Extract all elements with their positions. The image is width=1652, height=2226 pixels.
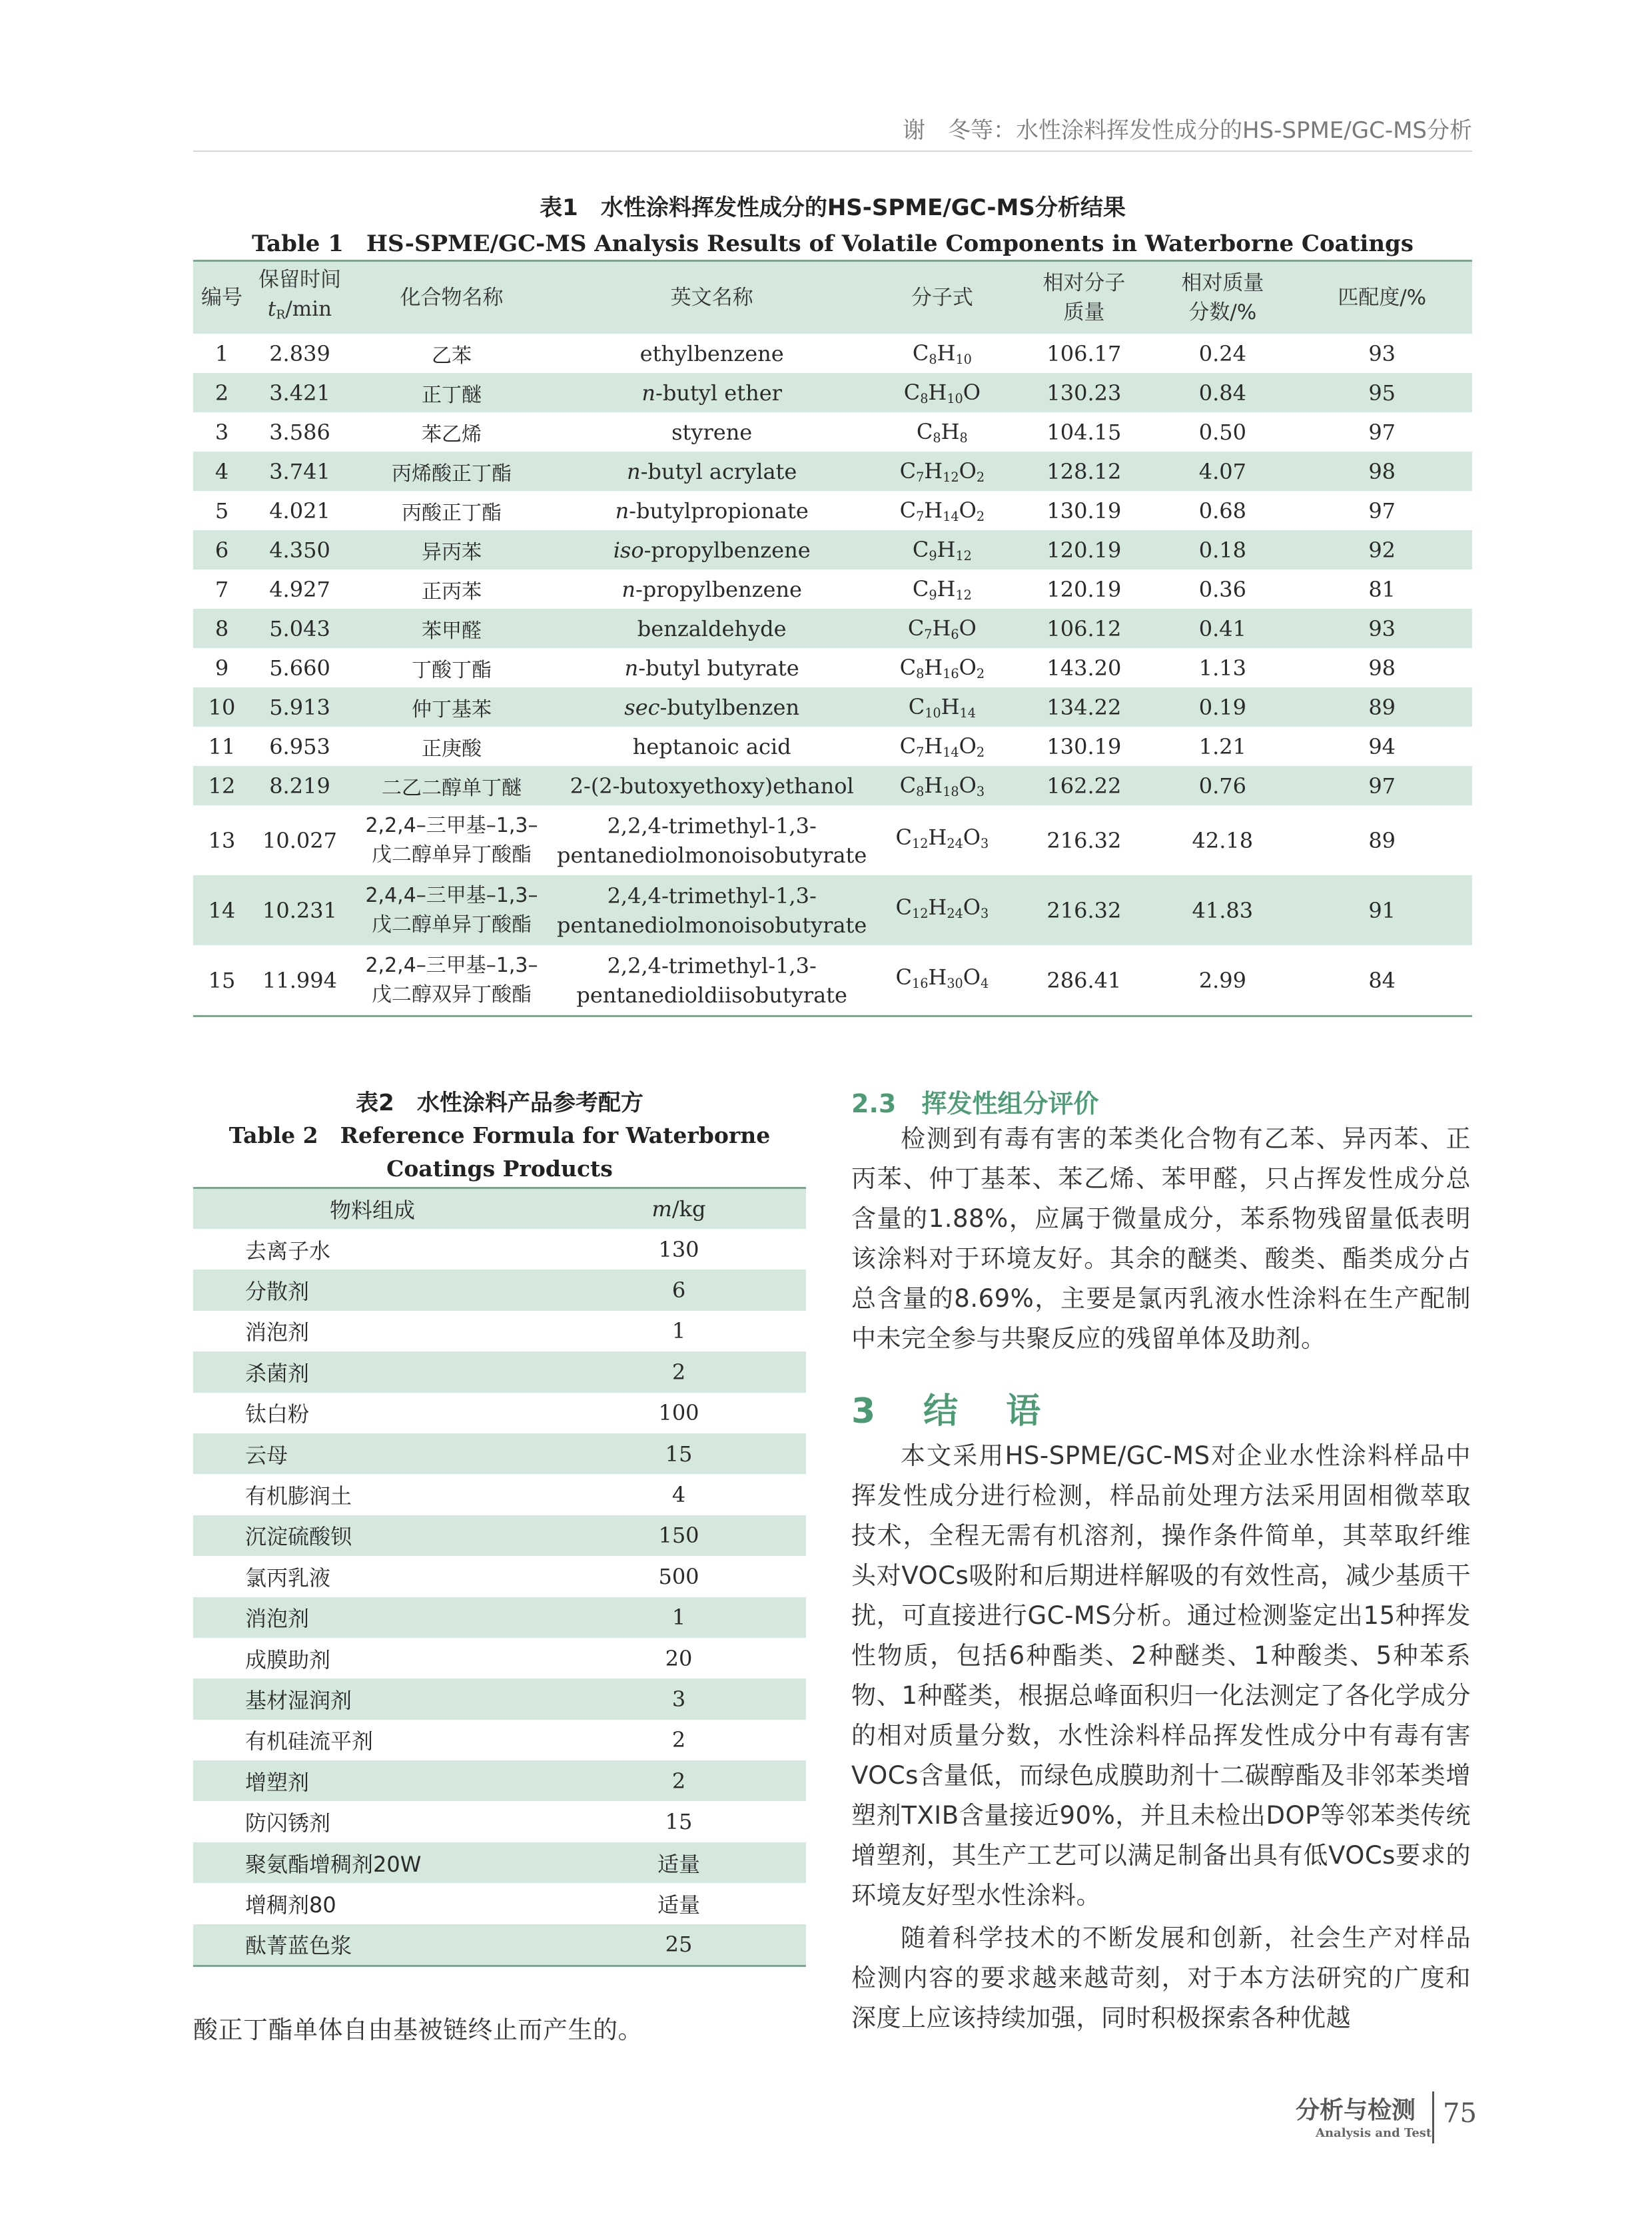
page-number: 75 [1443,2098,1477,2129]
cell-name-en [554,373,869,412]
cell-material: 聚氨酯增稠剂20W [193,1842,552,1883]
cell-mass: 15 [552,1433,806,1474]
table2-row [193,1474,806,1515]
name-en-text: -butyl acrylate [640,458,797,484]
cell-mw: 128.12 [1015,452,1153,491]
footer-divider [1432,2091,1434,2143]
cell-retention-time: 4.927 [269,576,330,602]
cell-formula: $C_7H_{12}O_2$ [869,452,1015,491]
name-en-line [557,911,867,940]
header-match: 匹配度/% [1292,261,1472,334]
cell-retention-time: 5.913 [250,687,349,727]
cell-mw: 120.19 [1046,576,1122,602]
name-en-text: pentanediolmonoisobutyrate [557,842,867,868]
cell-mass-fraction: 0.18 [1153,530,1292,569]
table2-row [193,1638,806,1678]
table1-row [193,373,1472,412]
cell-formula: $C_8H_{18}O_3$ [869,766,1015,805]
cell-formula: $C_{12}H_{24}O_3$ [869,875,1015,945]
cell-mw: 130.23 [1015,373,1153,412]
name-cn-line: 仲丁基苯 [412,697,492,721]
name-en-line [557,881,867,911]
table2 [193,1187,806,1967]
cell-mass-fraction: 0.19 [1153,687,1292,727]
header-rt-line1: 保留时间 [258,268,341,292]
cell-match: 93 [1368,340,1396,366]
header-no: 编号 [193,261,250,334]
cell-name-cn [349,727,554,766]
cell-formula: $C_7H_{14}O_2$ [899,733,985,760]
header-rule [193,151,1472,152]
cell-mass: 15 [665,1809,693,1835]
cell-formula: $C_9H_{12}$ [912,575,972,603]
cell-name-cn [349,530,554,569]
cell-retention-time: 8.219 [250,766,349,805]
section-3-paragraph-2: 随着科学技术的不断发展和创新，社会生产对样品检测内容的要求越来越苛刻，对于本方法研究的广度和深度上应该持续加强，同时积极探索各种优越 [851,1924,1471,2032]
cell-mass: 3 [552,1678,806,1719]
cell-match: 92 [1292,530,1472,569]
cell-name-cn [349,805,554,875]
section-2-3-title: 2.3 挥发性组分评价 [851,1089,1099,1118]
table1-row [193,875,1472,945]
table2-caption-en: Table 2 Reference Formula for Waterborne Coatings Products [228,1122,771,1182]
name-en-line [557,811,867,841]
name-cn-line: 戊二醇单异丁酸酯 [372,913,532,936]
cell-match: 89 [1368,827,1396,853]
cell-name-en [554,766,869,805]
cell-match: 91 [1292,875,1472,945]
cell-name-cn [349,334,554,373]
cell-material: 氯丙乳液 [245,1565,331,1591]
cell-mw: 106.12 [1015,609,1153,648]
cell-material: 钛白粉 [245,1401,310,1427]
cell-no: 1 [214,340,229,366]
name-cn-line: 戊二醇双异丁酸酯 [372,982,532,1006]
cell-name-cn [349,609,554,648]
cell-material: 去离子水 [245,1238,331,1264]
cell-match: 97 [1368,419,1396,445]
table2-row [193,1556,806,1597]
name-cn-line: 正丁醚 [422,383,482,407]
name-cn-line: 丁酸丁酯 [412,658,492,682]
cell-mass: 2 [552,1351,806,1392]
name-en-line [557,498,867,524]
table2-row [193,1270,806,1310]
table2-row [193,1924,806,1966]
cell-material: 沉淀硫酸钡 [193,1515,552,1556]
cell-name-cn [349,373,554,412]
table2-row [193,1351,806,1392]
name-en-prefix: iso [613,537,644,563]
journal-name-cn: 分析与检测 [1296,2097,1416,2124]
journal-name-en: Analysis and Test [1316,2126,1432,2140]
cell-name-cn [349,648,554,687]
cell-match: 84 [1292,945,1472,1016]
cell-mw: 216.32 [1015,875,1153,945]
name-cn-line: 丙酸正丁酯 [402,501,502,525]
cell-material: 增塑剂 [193,1760,552,1801]
cell-mw: 134.22 [1015,687,1153,727]
cell-mass: 130 [658,1236,699,1262]
cell-name-en [554,609,869,648]
cell-mw: 143.20 [1046,655,1122,681]
cell-mass-fraction: 41.83 [1153,875,1292,945]
cell-material: 基材湿润剂 [193,1678,552,1719]
name-en-line [557,695,867,720]
table1-row [193,609,1472,648]
cell-formula: $C_7H_6O$ [869,609,1015,648]
table1-row [193,530,1472,569]
name-cn-line: 二乙二醇单丁醚 [382,776,522,800]
cell-retention-time: 3.586 [269,419,330,445]
left-column-fragment: 酸正丁酯单体自由基被链终止而产生的。 [193,2016,643,2044]
cell-mw: 286.41 [1015,945,1153,1016]
name-en-text: 2,2,4-trimethyl-1,3- [607,952,817,978]
header-formula: 分子式 [869,261,1015,334]
cell-material: 云母 [193,1433,552,1474]
header-mass-symbol: m [651,1196,672,1222]
cell-match: 81 [1368,576,1396,602]
table2-row [193,1311,806,1351]
table1-row [193,452,1472,491]
cell-material: 消泡剂 [245,1319,310,1345]
name-en-text: 2,4,4-trimethyl-1,3- [607,883,817,909]
cell-material: 分散剂 [193,1270,552,1310]
cell-mass: 100 [658,1400,699,1426]
header-rt-unit: /min [285,297,332,322]
header-mw [1015,261,1153,334]
name-cn-line: 苯乙烯 [422,422,482,446]
name-en-line [557,420,867,445]
cell-no: 9 [214,655,229,681]
section-3-paragraph-1: 本文采用HS-SPME/GC-MS对企业水性涂料样品中挥发性成分进行检测，样品前处理方法采用固相微萃取技术，全程无需有机溶剂，操作条件简单，其萃取纤维头对VOCs吸附和后期进样解吸的有效性高，减少基质干扰，可直接进行GC-MS分析。通过检测鉴定出15种挥发性物质，包括6种酯类、2种醚类、1种酸类、5种苯系物、1种醛类，根据总峰面积归一化法测定了各化学成分的相对质量分数，水性涂料样品挥发性成分中有毒有害VOCs含量低，而绿色成膜助剂十二碳醇酯及非邻苯类增塑剂TXIB含量接近90%，并且未检出DOP等邻苯类传统增塑剂，其生产工艺可以满足制备出具有低VOCs要求的环境友好型水性涂料。 [851,1441,1471,1910]
cell-match: 97 [1368,498,1396,524]
cell-no: 14 [193,875,250,945]
name-cn-line: 正庚酸 [422,737,482,761]
header-rt-symbol: t [267,297,276,322]
cell-formula: $C_8H_8$ [916,418,968,446]
cell-no: 4 [193,452,250,491]
table1-row [193,945,1472,1016]
header-frac-line1: 相对质量 [1181,271,1264,295]
cell-mass: 1 [671,1318,686,1344]
cell-name-cn [349,412,554,452]
cell-match: 93 [1292,609,1472,648]
cell-match: 89 [1292,687,1472,727]
cell-material: 成膜助剂 [245,1647,331,1672]
name-en-text: styrene [671,419,753,445]
header-name-en: 英文名称 [554,261,869,334]
cell-no: 15 [193,945,250,1016]
cell-mass: 1 [552,1597,806,1638]
cell-name-en [554,452,869,491]
name-en-prefix: n [621,576,635,602]
header-mass [552,1188,806,1230]
name-en-text: benzaldehyde [637,615,787,641]
name-en-line [557,380,867,406]
cell-retention-time: 2.839 [269,340,330,366]
table2-row [193,1433,806,1474]
name-en-prefix: sec [624,694,660,720]
cell-mass: 25 [552,1924,806,1966]
cell-retention-time: 6.953 [269,733,330,759]
cell-mass: 20 [665,1645,693,1671]
table2-caption-cn: 表2 水性涂料产品参考配方 [356,1090,643,1116]
cell-formula: $C_8H_{10}$ [912,340,972,367]
cell-name-en [554,491,869,530]
name-cn-line: 乙苯 [432,344,472,368]
cell-no: 3 [214,419,229,445]
name-en-text: pentanediolmonoisobutyrate [557,912,867,938]
name-en-text: pentanedioldiisobutyrate [576,982,847,1008]
cell-name-en [554,945,869,1016]
cell-mass-fraction: 0.24 [1198,340,1246,366]
header-frac-line2: 分数/% [1188,300,1257,324]
cell-material: 杀菌剂 [193,1351,552,1392]
name-en-line [557,951,867,980]
table1-row [193,569,1472,609]
cell-name-en [554,412,869,452]
name-en-line [557,577,867,602]
cell-mass-fraction: 0.36 [1198,576,1246,602]
table1-row [193,334,1472,373]
header-mw-line2: 质量 [1063,300,1105,324]
table1 [193,260,1472,1017]
cell-mass: 150 [552,1515,806,1556]
cell-mass-fraction: 0.41 [1153,609,1292,648]
name-cn-line: 2,4,4–三甲基–1,3– [365,883,538,907]
cell-retention-time: 4.350 [250,530,349,569]
cell-name-en [554,334,869,373]
cell-mw: 120.19 [1015,530,1153,569]
cell-mass-fraction: 0.76 [1153,766,1292,805]
cell-no: 6 [193,530,250,569]
cell-retention-time: 5.660 [269,655,330,681]
cell-mass: 2 [671,1727,686,1753]
cell-name-en [554,805,869,875]
header-mw-line1: 相对分子 [1042,271,1126,295]
cell-mass: 500 [658,1563,699,1589]
cell-no: 7 [214,576,229,602]
cell-no: 12 [193,766,250,805]
cell-mw: 130.19 [1046,498,1122,524]
cell-material: 消泡剂 [193,1597,552,1638]
cell-no: 11 [208,733,236,759]
table2-row [193,1801,806,1842]
cell-formula: $C_{10}H_{14}$ [869,687,1015,727]
name-cn-line: 2,2,4–三甲基–1,3– [365,813,538,837]
table1-row [193,648,1472,687]
header-name-cn: 化合物名称 [349,261,554,334]
table2-row [193,1760,806,1801]
running-header: 谢 冬等：水性涂料挥发性成分的HS-SPME/GC-MS分析 [902,117,1472,144]
name-en-line [557,616,867,641]
cell-name-en [554,727,869,766]
header-rt-sub: R [276,308,286,322]
table1-row [193,412,1472,452]
section-3-title: 3 结 语 [851,1391,1048,1431]
name-en-text: -butyl ether [655,380,782,406]
cell-formula: $C_{12}H_{24}O_3$ [895,824,989,851]
cell-match: 97 [1292,766,1472,805]
name-en-text: -propylbenzene [635,576,802,602]
cell-mass-fraction: 42.18 [1192,827,1254,853]
cell-no: 13 [208,827,236,853]
cell-mass-fraction: 0.84 [1153,373,1292,412]
cell-name-cn [349,945,554,1016]
table1-caption-cn: 表1 水性涂料挥发性成分的HS-SPME/GC-MS分析结果 [540,194,1126,221]
cell-formula: $C_8H_{16}O_2$ [899,654,985,681]
name-en-text: 2,2,4-trimethyl-1,3- [607,813,817,839]
cell-name-en [554,530,869,569]
cell-match: 98 [1368,655,1396,681]
cell-retention-time: 4.021 [269,498,330,524]
table2-row [193,1597,806,1638]
name-en-line [557,655,867,681]
cell-no: 8 [193,609,250,648]
cell-material: 有机硅流平剂 [245,1728,374,1754]
name-cn-line: 2,2,4–三甲基–1,3– [365,953,538,977]
table1-row [193,687,1472,727]
table2-header-row [193,1188,806,1230]
cell-mass: 6 [552,1270,806,1310]
cell-material: 增稠剂80 [245,1892,336,1918]
name-cn-line: 丙烯酸正丁酯 [392,462,512,486]
cell-name-cn [349,569,554,609]
cell-material: 有机膨润土 [245,1483,352,1509]
cell-material: 酞菁蓝色浆 [193,1924,552,1966]
cell-no: 2 [193,373,250,412]
table2-row [193,1515,806,1556]
header-mass-fraction [1153,261,1292,334]
cell-name-cn [349,452,554,491]
name-en-text: -butyl butyrate [638,655,799,681]
name-en-text: heptanoic acid [632,733,791,759]
header-mass-unit: /kg [671,1196,706,1222]
cell-name-en [554,687,869,727]
name-cn-line: 异丙苯 [422,540,482,564]
cell-retention-time: 3.421 [250,373,349,412]
name-en-text: -propylbenzene [643,537,811,563]
table1-row [193,491,1472,530]
cell-name-en [554,648,869,687]
header-retention-time [250,261,349,334]
cell-mass: 适量 [657,1892,700,1918]
name-en-prefix: n [624,655,639,681]
name-en-line [557,538,867,563]
cell-mass-fraction: 2.99 [1153,945,1292,1016]
cell-no: 5 [214,498,229,524]
name-en-text: ethylbenzene [639,340,784,366]
name-en-prefix: n [641,380,656,406]
cell-match: 98 [1292,452,1472,491]
cell-formula: $C_8H_{10}O$ [869,373,1015,412]
cell-mass-fraction: 1.13 [1198,655,1246,681]
cell-formula: $C_9H_{12}$ [869,530,1015,569]
table1-header-row [193,261,1472,334]
cell-name-cn [349,875,554,945]
cell-mw: 106.17 [1046,340,1122,366]
table2-row [193,1883,806,1924]
name-en-line [557,459,867,484]
cell-material: 防闪锈剂 [245,1810,331,1836]
cell-name-en [554,875,869,945]
table2-row [193,1678,806,1719]
name-en-text: -butylpropionate [629,498,809,524]
table2-row [193,1393,806,1433]
cell-mass-fraction: 1.21 [1198,733,1246,759]
cell-mass-fraction: 0.68 [1198,498,1246,524]
name-en-prefix: n [627,458,641,484]
cell-mass: 2 [552,1760,806,1801]
cell-mw: 104.15 [1046,419,1122,445]
cell-retention-time: 5.043 [250,609,349,648]
cell-name-cn [349,687,554,727]
cell-retention-time: 11.994 [250,945,349,1016]
table1-row [193,727,1472,766]
cell-mass: 4 [671,1482,686,1508]
name-cn-line: 戊二醇单异丁酸酯 [372,843,532,867]
table2-row [193,1720,806,1760]
cell-no: 10 [193,687,250,727]
name-en-text: 2-(2-butoxyethoxy)ethanol [570,773,854,799]
header-rt-line2 [253,294,346,330]
name-en-text: -butylbenzen [659,694,800,720]
cell-mw: 216.32 [1046,827,1122,853]
cell-mass-fraction: 0.50 [1198,419,1246,445]
table2-row [193,1842,806,1883]
name-cn-line: 正丙苯 [422,579,482,603]
cell-name-cn [349,491,554,530]
cell-mw: 162.22 [1015,766,1153,805]
cell-mw: 130.19 [1046,733,1122,759]
cell-name-en [554,569,869,609]
cell-retention-time: 10.027 [262,827,337,853]
name-en-line [557,341,867,366]
cell-name-cn [349,766,554,805]
header-material: 物料组成 [193,1188,552,1230]
section-2-3-paragraph: 检测到有毒有害的苯类化合物有乙苯、异丙苯、正丙苯、仲丁基苯、苯乙烯、苯甲醛，只占挥发性成分总含量的1.88%，应属于微量成分，苯系物残留量低表明该涂料对于环境友好。其余的醚类、酸类、酯类成分占总含量的8.69%，主要是氯丙乳液水性涂料在生产配制中未完全参与共聚反应的残留单体及助剂。 [851,1124,1471,1353]
cell-match: 94 [1368,733,1396,759]
name-en-line [557,980,867,1010]
name-en-prefix: n [615,498,629,524]
cell-retention-time: 10.231 [250,875,349,945]
name-en-line [557,773,867,799]
table1-row [193,766,1472,805]
name-en-line [557,841,867,870]
table2-row [193,1229,806,1270]
cell-match: 95 [1292,373,1472,412]
cell-formula: $C_{16}H_{30}O_4$ [869,945,1015,1016]
cell-retention-time: 3.741 [250,452,349,491]
name-cn-line: 苯甲醛 [422,619,482,643]
cell-mass: 适量 [552,1842,806,1883]
name-en-line [557,734,867,759]
table1-row [193,805,1472,875]
cell-formula: $C_7H_{14}O_2$ [899,497,985,524]
cell-mass-fraction: 4.07 [1153,452,1292,491]
table1-caption-en: Table 1 HS-SPME/GC-MS Analysis Results of Volatile Components in Waterborne Coatings [252,230,1414,257]
